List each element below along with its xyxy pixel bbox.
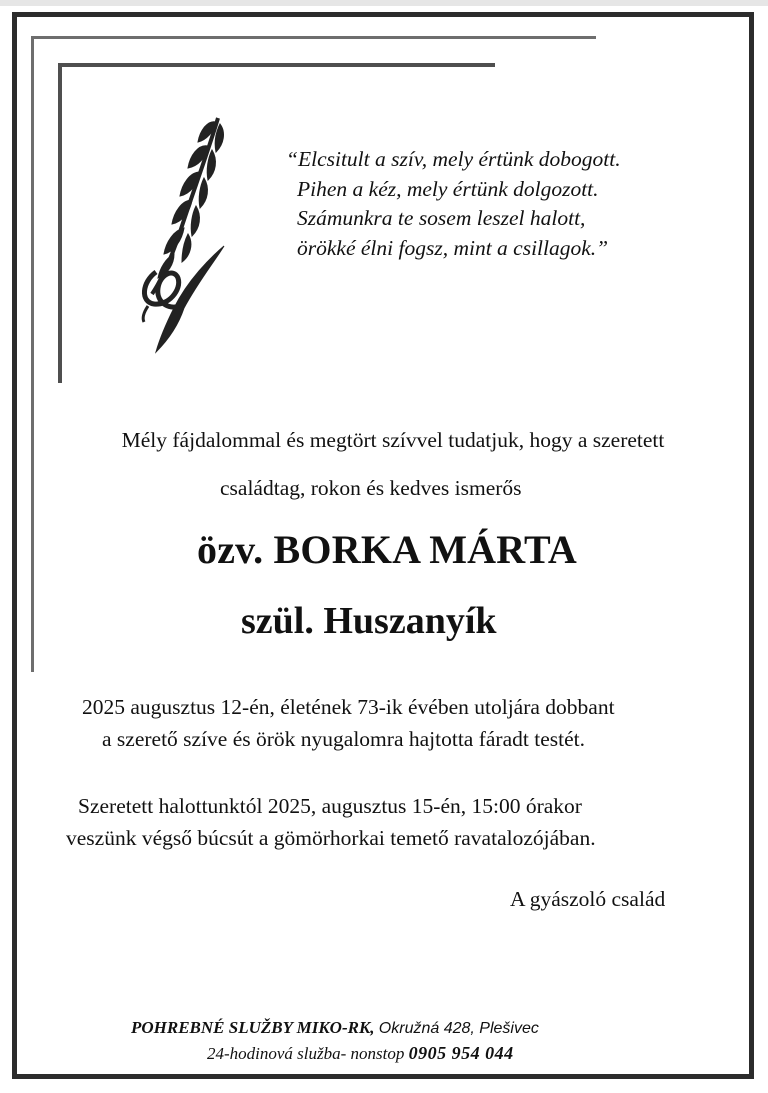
poem-line-4: örökké élni fogsz, mint a csillagok.” — [297, 235, 609, 260]
service-hours: 24-hodinová služba- nonstop — [207, 1044, 405, 1063]
corner-line-outer-horizontal — [31, 36, 596, 39]
poem-line-1: “Elcsitult a szív, mely értünk dobogott. — [286, 147, 621, 171]
intro-line-1: Mély fájdalommal és megtört szívvel tudatjuk, hogy a szeretett — [121, 428, 665, 452]
death-line-2: a szerető szíve és örök nyugalomra hajtotta fáradt testét. — [102, 727, 585, 751]
top-divider — [0, 0, 768, 6]
memorial-poem — [286, 145, 706, 263]
phone-number: 0905 954 044 — [408, 1043, 514, 1063]
company-address: Okružná 428, Plešivec — [378, 1020, 539, 1037]
poem-line-3: Számunkra te sosem leszel halott, — [297, 206, 586, 230]
deceased-name: özv. BORKA MÁRTA — [197, 527, 577, 572]
funeral-line-2: veszünk végső búcsút a gömörhorkai temető ravatalozójában. — [66, 826, 596, 850]
death-line-1: 2025 augusztus 12-én, életének 73-ik évében utoljára dobbant — [82, 695, 615, 719]
company-name: POHREBNÉ SLUŽBY MIKO-RK, — [131, 1018, 375, 1037]
corner-line-inner-horizontal — [58, 63, 495, 67]
intro-line-2: családtag, rokon és kedves ismerős — [220, 476, 522, 500]
maiden-name: szül. Huszanyík — [241, 600, 497, 642]
wheat-branch-icon — [138, 112, 230, 357]
funeral-service-contact — [207, 1043, 514, 1064]
family-signature: A gyászoló család — [510, 887, 666, 911]
poem-line-2: Pihen a kéz, mely értünk dolgozott. — [297, 176, 599, 201]
corner-line-outer-vertical — [31, 36, 34, 672]
funeral-service-info — [131, 1018, 539, 1038]
corner-line-inner-vertical — [58, 63, 62, 383]
funeral-line-1: Szeretett halottunktól 2025, augusztus 15-én, 15:00 órakor — [78, 794, 582, 818]
